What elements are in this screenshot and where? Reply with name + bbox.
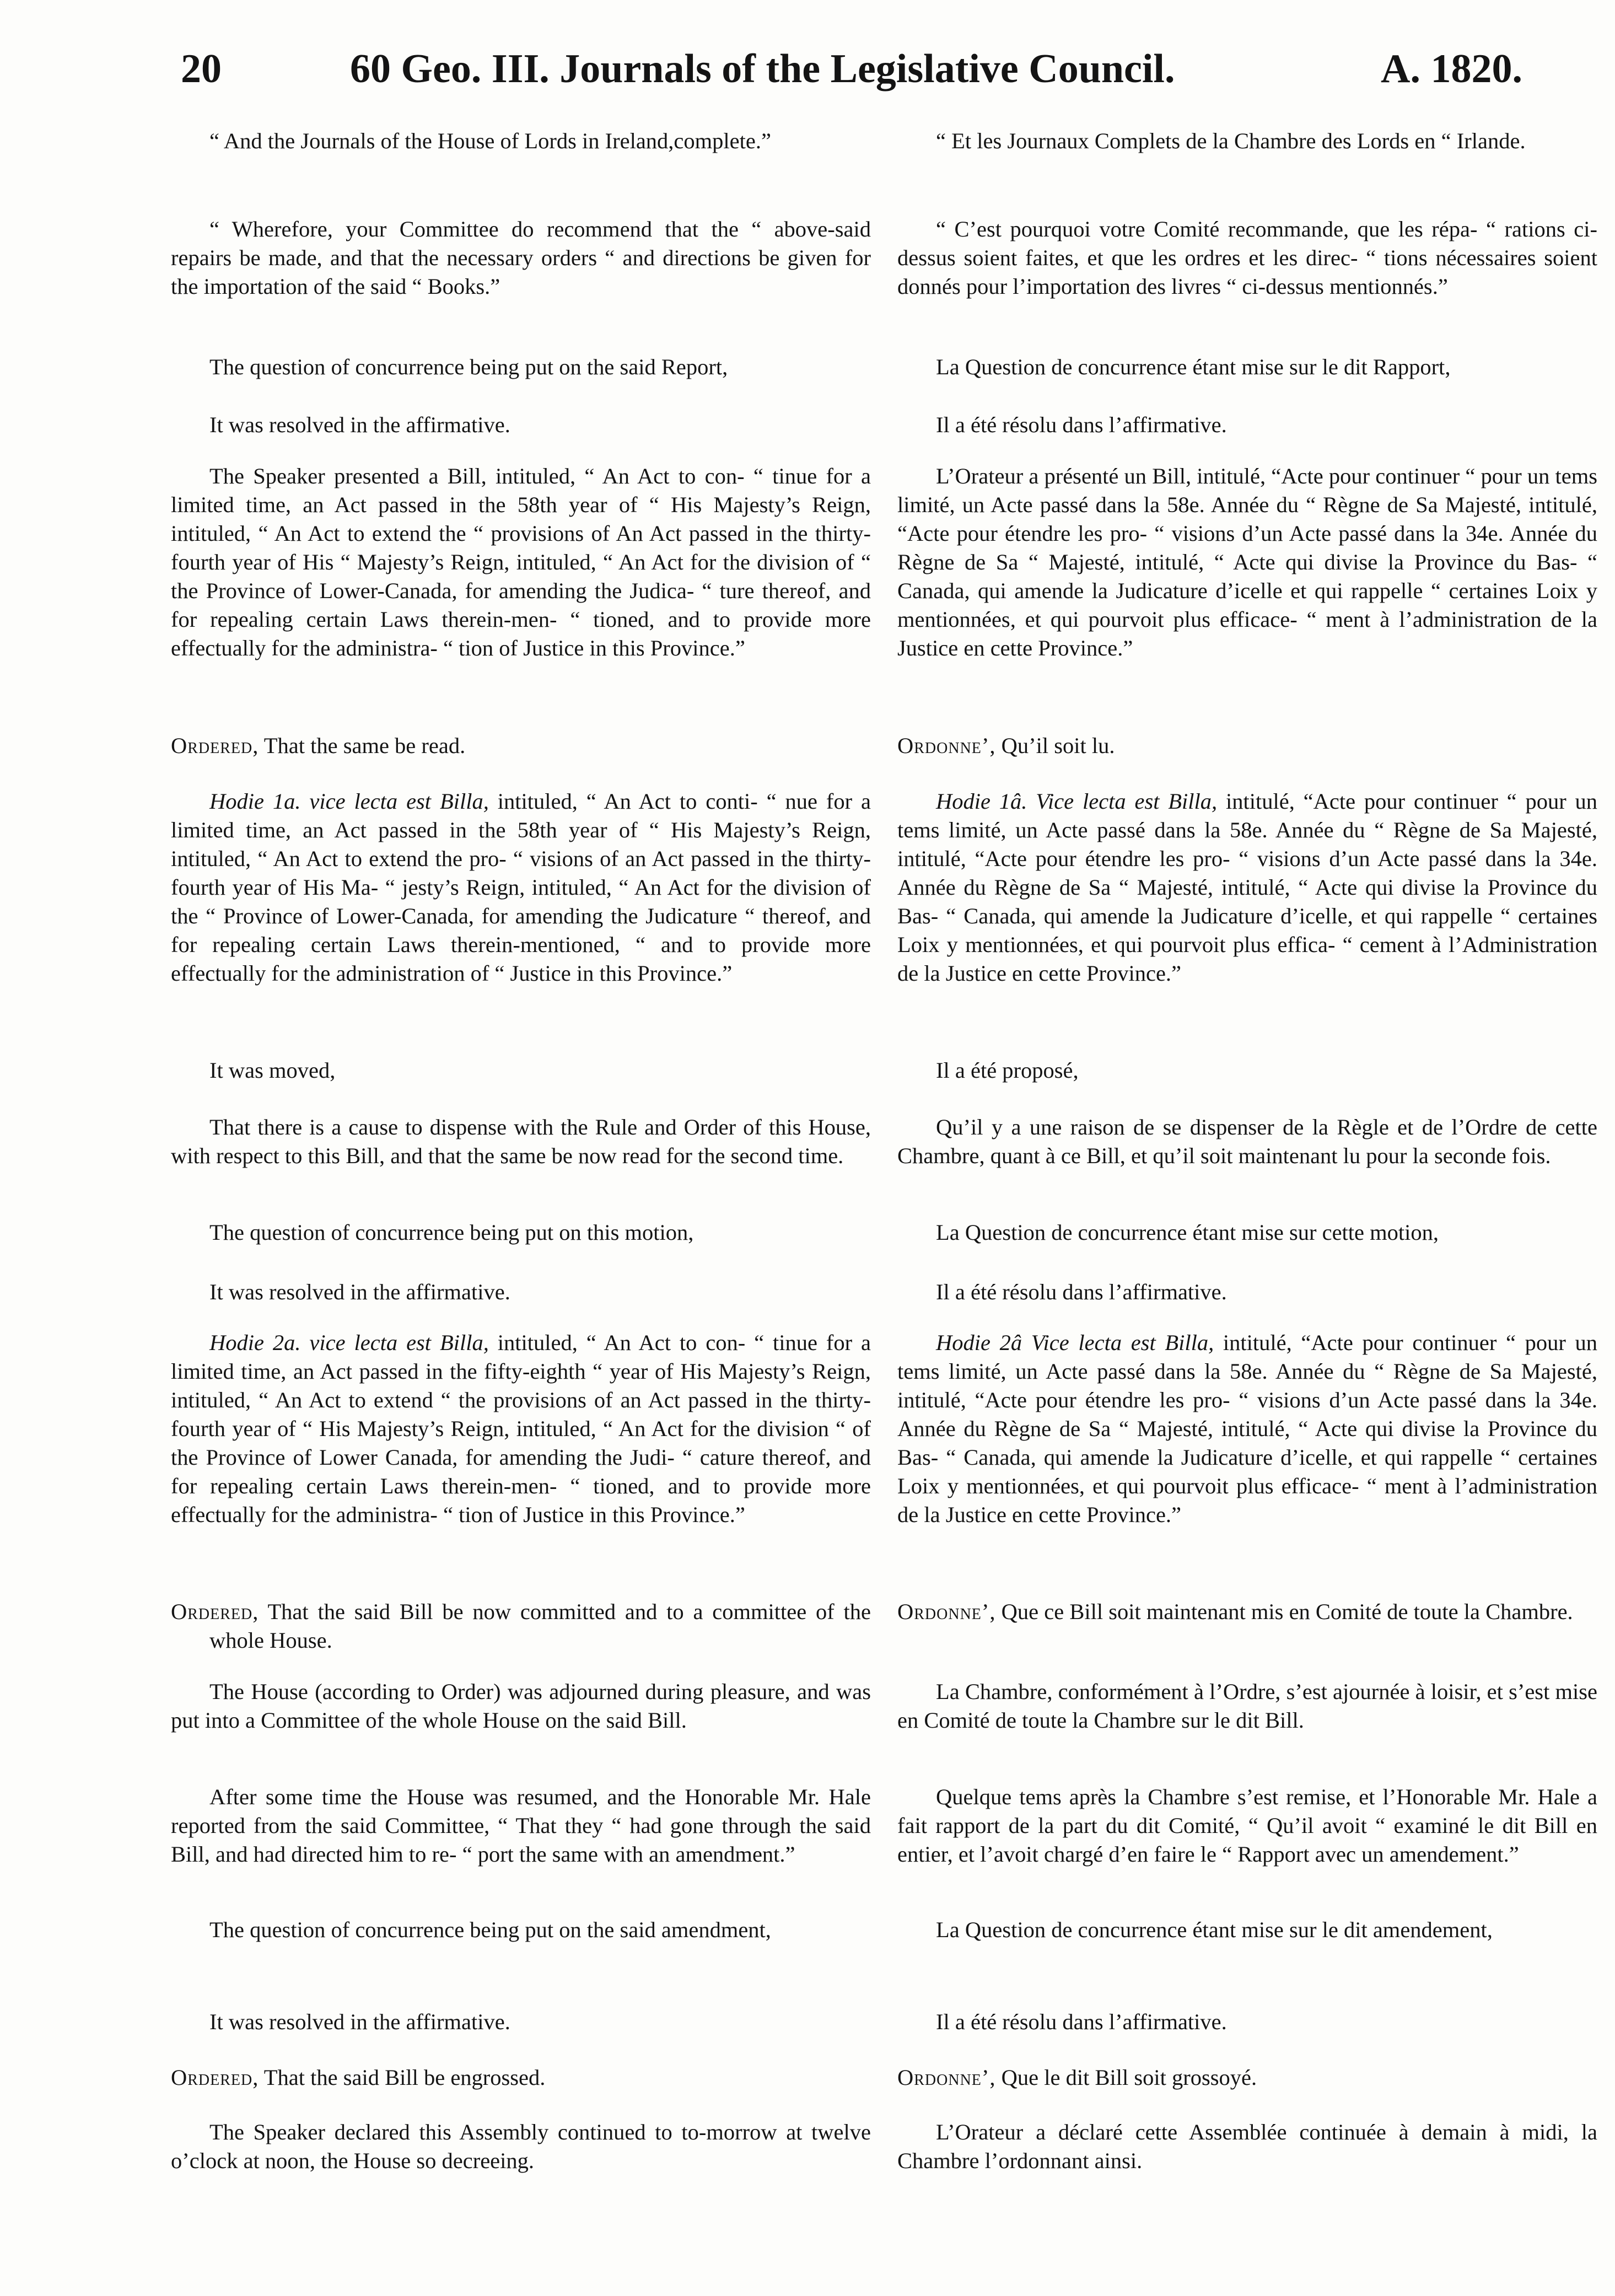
english-paragraph-8: It was moved, [209,1058,336,1083]
english-paragraph-4: It was resolved in the affirmative. [209,412,510,437]
page-number: 20 [181,46,222,92]
running-head [0,39,1615,99]
french-paragraph-1: “ Et les Journaux Complets de la Chambre des Lords en “ Irlande. [936,128,1526,153]
french-reading-1: Hodie 1â. Vice lecta est Billa, intitulé, “Acte pour continuer “ pour un tems limité, un Acte passé dans la 58e. Année du “ Règne de Sa Majesté, intitulé, “Acte pour étendre les pro- “ visions d’un Acte passé dans la 34e. Année du Règne de Sa “ Majesté, intitulé, “ Acte qui divise la Province du Bas- “ Canada, qui amende la Judicature d’icelle, et qui rappelle “ certaines Loix y mentionnées, et qui pourvoit plus effica- “ cement à l’Administration de la Justice en cette Province.” [897,789,1597,986]
french-paragraph-4: Il a été résolu dans l’affirmative. [936,412,1227,437]
french-reading-2: Hodie 2â Vice lecta est Billa, intitulé, “Acte pour continuer “ pour un tems limité, un Acte passé dans la 58e. Année du “ Règne de Sa Majesté, intitulé, “Acte pour étendre les pro- “ visions d’un Acte passé dans la 34e. Année du Règne de Sa “ Majesté, intitulé, “ Acte qui divise la Province du Bas- “ Canada, qui amende la Judicature d’icelle, et qui rappelle “ certaines Loix y mentionnées, et qui pourvoit plus efficace- “ ment à l’administration de la Justice en cette Province.” [897,1330,1597,1527]
french-paragraph-17: Il a été résolu dans l’affirmative. [936,2009,1227,2034]
journal-year: A. 1820. [1381,46,1522,92]
english-paragraph-10: The question of concurrence being put on this motion, [209,1220,694,1245]
english-order-1: Ordered, That the same be read. [171,733,466,758]
english-paragraph-17: It was resolved in the affirmative. [209,2009,510,2034]
french-paragraph-10: La Question de concurrence étant mise sur cette motion, [936,1220,1439,1245]
french-paragraph-9: Qu’il y a une raison de se dispenser de la Règle et de l’Ordre de cette Chambre, quant à ce Bill, et qu’il soit maintenant lu pour la seconde fois. [897,1115,1597,1168]
english-paragraph-2: “ Wherefore, your Committee do recommend that the “ above-said repairs be made, and that the necessary orders “ and directions be given for the importation of the said “ Books.” [171,217,871,299]
english-paragraph-14: The House (according to Order) was adjourned during pleasure, and was put into a Committee of the whole House on the said Bill. [171,1679,871,1733]
french-order-1: Ordonne’, Qu’il soit lu. [897,733,1115,758]
french-paragraph-8: Il a été proposé, [936,1058,1079,1083]
french-paragraph-11: Il a été résolu dans l’affirmative. [936,1279,1227,1304]
english-order-3: Ordered, That the said Bill be engrossed. [171,2065,546,2090]
english-order-2: Ordered, That the said Bill be now committed and to a committee of the whole House. [171,1599,871,1653]
english-paragraph-11: It was resolved in the affirmative. [209,1279,510,1304]
english-paragraph-1: “ And the Journals of the House of Lords in Ireland,complete.” [209,128,771,153]
french-paragraph-14: La Chambre, conformément à l’Ordre, s’est ajournée à loisir, et s’est mise en Comité de toute la Chambre sur le dit Bill. [897,1679,1597,1733]
english-paragraph-5: The Speaker presented a Bill, intituled, “ An Act to con- “ tinue for a limited time, an Act passed in the 58th year of “ His Majesty’s Reign, intituled, “ An Act to extend the “ provisions of An Act passed in the thirty-fourth year of His “ Majesty’s Reign, intituled, “ An Act for the division of “ the Province of Lower-Canada, for amending the Judica- “ ture thereof, and for repealing certain Laws therein-men- “ tioned, and to provide more effectually for the administra- “ tion of Justice in this Province.” [171,464,871,660]
french-order-3: Ordonne’, Que le dit Bill soit grossoyé. [897,2065,1257,2090]
french-paragraph-3: La Question de concurrence étant mise sur le dit Rapport, [936,354,1451,379]
english-paragraph-16: The question of concurrence being put on the said amendment, [209,1917,771,1942]
french-paragraph-5: L’Orateur a présenté un Bill, intitulé, “Acte pour continuer “ pour un tems limité, un Acte passé dans la 58e. Année du “ Règne de Sa Majesté, intitulé, “Acte pour étendre les pro- “ visions d’un Acte passé dans la 34e. Année du Règne de Sa “ Majesté, intitulé, “ Acte qui divise la Province du Bas- “ Canada, qui amende la Judicature d’icelle et qui rappelle “ certaines Loix y mentionnées, et qui pourvoit plus efficace- “ ment à l’administration de la Justice en cette Province.” [897,464,1597,660]
french-paragraph-19: L’Orateur a déclaré cette Assemblée continuée à demain à midi, la Chambre l’ordonnant ainsi. [897,2120,1597,2173]
english-reading-2: Hodie 2a. vice lecta est Billa, intituled, “ An Act to con- “ tinue for a limited time, an Act passed in the fifty-eighth “ year of His Majesty’s Reign, intituled, “ An Act to extend “ the provisions of an Act passed in the thirty-fourth year of “ His Majesty’s Reign, intituled, “ An Act for the division “ of the Province of Lower Canada, for amending the Judi- “ cature thereof, and for repealing certain Laws therein-men- “ tioned, and to provide more effectually for the administra- “ tion of Justice in this Province.” [171,1330,871,1527]
english-paragraph-9: That there is a cause to dispense with the Rule and Order of this House, with respect to this Bill, and that the same be now read for the second time. [171,1115,871,1168]
journal-title: 60 Geo. III. Journals of the Legislative Council. [350,46,1175,92]
english-reading-1: Hodie 1a. vice lecta est Billa, intituled, “ An Act to conti- “ nue for a limited time, an Act passed in the 58th year of “ His Majesty’s Reign, intituled, “ An Act to extend the pro- “ visions of an Act passed in the thirty-fourth year of His Ma- “ jesty’s Reign, intituled, “ An Act for the division of the “ Province of Lower-Canada, for amending the Judicature “ thereof, and for repealing certain Laws therein-mentioned, “ and to provide more effectually for the administration of “ Justice in this Province.” [171,789,871,986]
english-paragraph-3: The question of concurrence being put on the said Report, [209,354,728,379]
french-paragraph-15: Quelque tems après la Chambre s’est remise, et l’Honorable Mr. Hale a fait rapport de la part du dit Comité, “ Qu’il avoit “ examiné le dit Bill en entier, et l’avoit chargé d’en faire le “ Rapport avec un amendement.” [897,1784,1597,1867]
french-order-2: Ordonne’, Que ce Bill soit maintenant mis en Comité de toute la Chambre. [897,1599,1573,1624]
french-paragraph-2: “ C’est pourquoi votre Comité recommande, que les répa- “ rations ci-dessus soient faites, et que les ordres et les direc- “ tions nécessaires soient donnés pour l’importation des livres “ ci-dessus mentionnés.” [897,217,1597,299]
english-paragraph-19: The Speaker declared this Assembly continued to to-morrow at twelve o’clock at noon, the House so decreeing. [171,2120,871,2173]
french-paragraph-16: La Question de concurrence étant mise sur le dit amendement, [936,1917,1493,1942]
english-paragraph-15: After some time the House was resumed, and the Honorable Mr. Hale reported from the said Committee, “ That they “ had gone through the said Bill, and had directed him to re- “ port the same with an amendment.” [171,1784,871,1867]
